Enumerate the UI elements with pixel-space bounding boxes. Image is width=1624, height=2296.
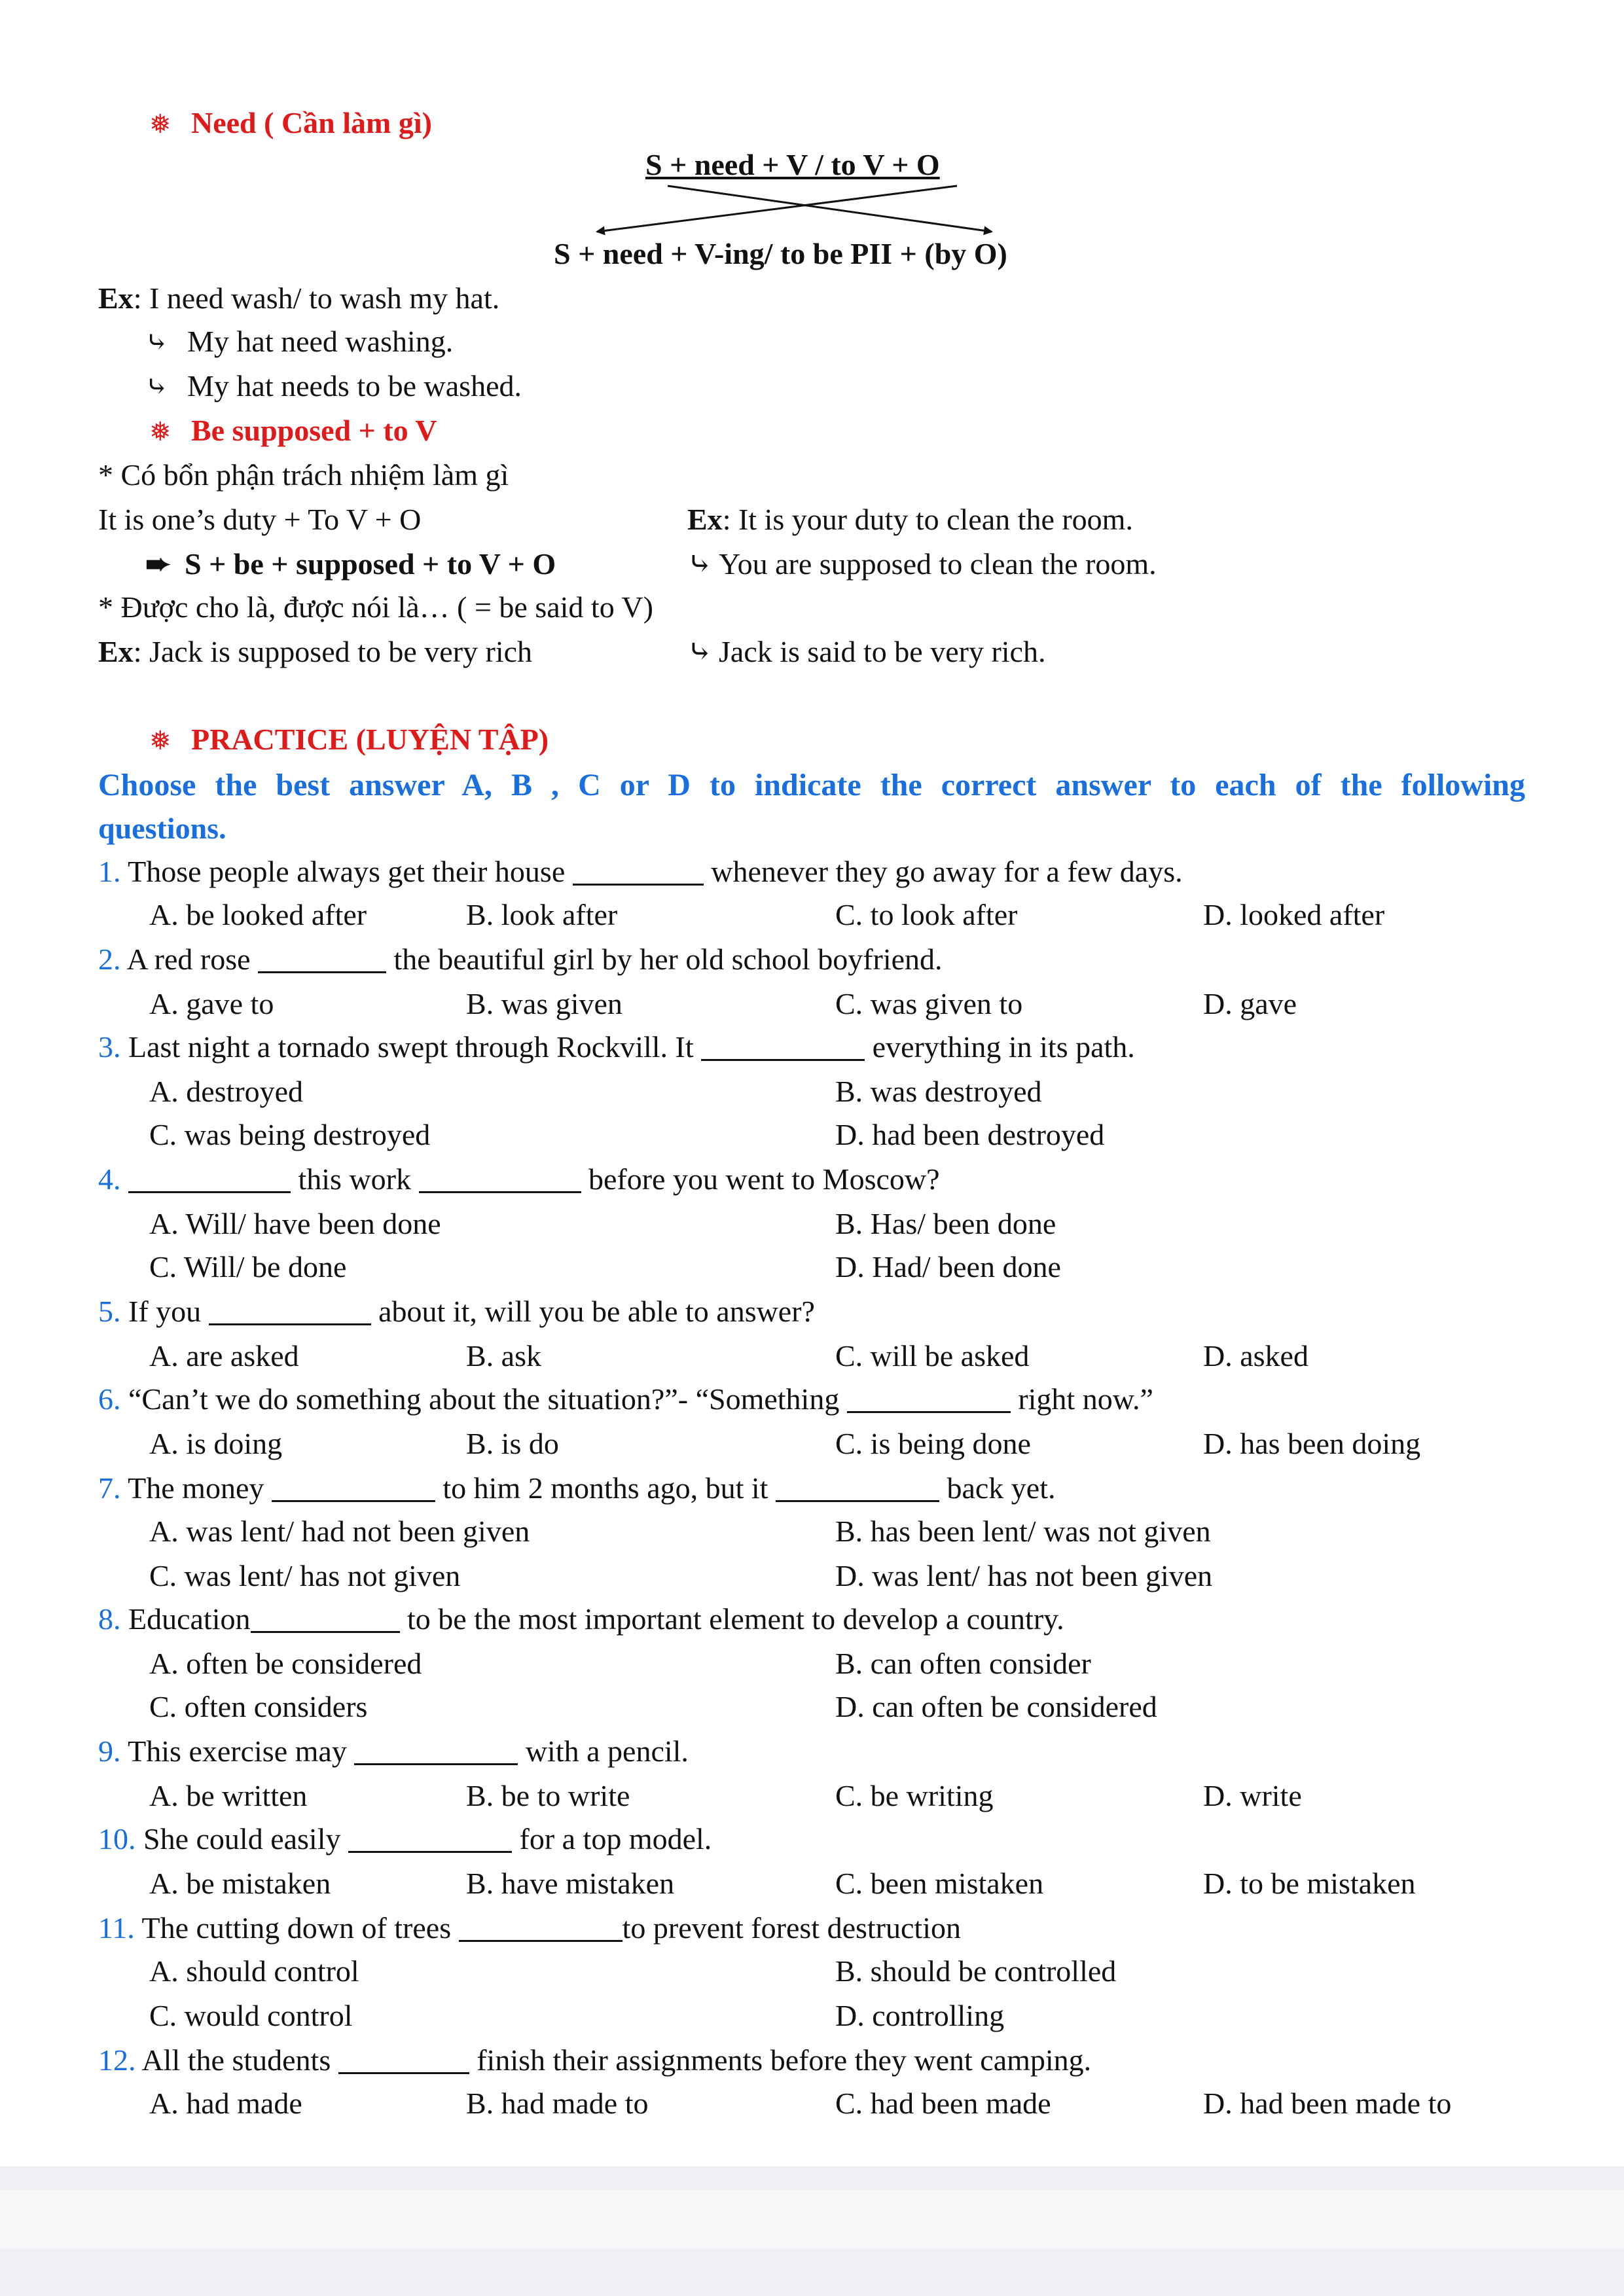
answer-blank[interactable] [701,1033,865,1061]
option-a[interactable]: A. be looked after [149,898,367,931]
option-c[interactable]: C. had been made [835,2087,1051,2120]
option-b[interactable]: B. have mistaken [466,1867,675,1900]
answer-blank[interactable] [847,1385,1011,1413]
option-b[interactable]: B. is do [466,1427,559,1460]
hook-arrow-icon: ⤷ [687,547,713,581]
page-footer-background [0,2166,1624,2296]
question-11: 11. The cutting down of trees to prevent forest destruction [98,1911,961,1945]
option-d[interactable]: D. has been doing [1203,1427,1421,1460]
need-formula-bottom: S + need + V-ing/ to be PII + (by O) [554,237,1007,270]
question-1: 1. Those people always get their house whenever they go away for a few days. [98,855,1183,888]
option-d[interactable]: D. was lent/ has not been given [835,1559,1213,1592]
option-d[interactable]: D. to be mistaken [1203,1867,1416,1900]
option-a[interactable]: A. gave to [149,987,274,1020]
option-a[interactable]: A. be mistaken [149,1867,331,1900]
option-c[interactable]: C. been mistaken [835,1867,1044,1900]
answer-blank[interactable] [258,945,386,973]
option-b[interactable]: B. should be controlled [835,1954,1117,1988]
answer-blank[interactable] [209,1297,371,1325]
option-d[interactable]: D. looked after [1203,898,1385,931]
answer-blank[interactable] [272,1474,435,1502]
bold-right-arrow-icon: ➨ [145,547,171,581]
answer-blank[interactable] [419,1165,581,1193]
practice-instruction: Choose the best answer A, B , C or D to indicate the correct answer to each of the following [98,768,1525,802]
option-c[interactable]: C. will be asked [835,1339,1030,1372]
question-9: 9. This exercise may with a pencil. [98,1734,689,1768]
option-a[interactable]: A. often be considered [149,1647,422,1680]
option-d[interactable]: D. had been made to [1203,2087,1452,2120]
option-b[interactable]: B. was given [466,987,623,1020]
option-d[interactable]: D. had been destroyed [835,1118,1105,1151]
hook-arrow-icon: ⤷ [145,372,169,403]
question-10: 10. She could easily for a top model. [98,1822,712,1856]
need-example: Ex: I need wash/ to wash my hat. [98,281,500,315]
option-b[interactable]: B. has been lent/ was not given [835,1515,1211,1548]
option-d[interactable]: D. gave [1203,987,1297,1020]
option-a[interactable]: A. was lent/ had not been given [149,1515,530,1548]
option-d[interactable]: D. controlling [835,1999,1005,2032]
hook-arrow-icon: ⤷ [687,635,713,668]
answer-blank[interactable] [573,857,704,886]
option-d[interactable]: D. Had/ been done [835,1250,1061,1283]
question-8: 8. Education to be the most important element to develop a country. [98,1602,1064,1636]
footer-strip [0,2190,1624,2249]
said-example: Ex: Jack is supposed to be very rich [98,635,533,668]
supposed-heading: ❅ Be supposed + to V [149,412,437,450]
option-d[interactable]: D. write [1203,1779,1302,1812]
option-c[interactable]: C. was lent/ has not given [149,1559,461,1592]
snowflake-bullet-icon: ❅ [149,109,171,139]
option-d[interactable]: D. can often be considered [835,1690,1157,1723]
option-d[interactable]: D. asked [1203,1339,1308,1372]
option-b[interactable]: B. ask [466,1339,541,1372]
supposed-example: ⤷ You are supposed to clean the room. [687,546,1157,583]
option-b[interactable]: B. had made to [466,2087,649,2120]
arrow-left-down [597,186,957,232]
answer-blank[interactable] [354,1737,518,1765]
answer-blank[interactable] [776,1474,939,1502]
hook-arrow-icon: ⤷ [145,328,169,358]
option-b[interactable]: B. Has/ been done [835,1207,1056,1240]
option-a[interactable]: A. are asked [149,1339,299,1372]
supposed-meaning-1: * Có bổn phận trách nhiệm làm gì [98,458,509,492]
snowflake-bullet-icon: ❅ [149,726,171,755]
need-heading: ❅ Need ( Cần làm gì) [149,105,432,143]
option-b[interactable]: B. was destroyed [835,1075,1042,1108]
need-result-1: ⤷ My hat need washing. [145,323,453,361]
question-12: 12. All the students finish their assignments before they went camping. [98,2043,1092,2077]
option-a[interactable]: A. destroyed [149,1075,304,1108]
option-c[interactable]: C. was being destroyed [149,1118,431,1151]
question-5: 5. If you about it, will you be able to answer? [98,1295,815,1328]
option-a[interactable]: A. should control [149,1954,359,1988]
option-a[interactable]: A. had made [149,2087,302,2120]
option-a[interactable]: A. Will/ have been done [149,1207,441,1240]
practice-heading: ❅ PRACTICE (LUYỆN TẬP) [149,721,549,759]
question-6: 6. “Can’t we do something about the situation?”- “Something right now.” [98,1382,1153,1416]
question-4: 4. this work before you went to Moscow? [98,1162,940,1196]
snowflake-bullet-icon: ❅ [149,417,171,446]
arrow-right-down [668,186,992,232]
question-3: 3. Last night a tornado swept through Rockvill. It everything in its path. [98,1030,1135,1064]
option-b[interactable]: B. be to write [466,1779,630,1812]
option-a[interactable]: A. is doing [149,1427,283,1460]
answer-blank[interactable] [251,1605,400,1633]
option-c[interactable]: C. often considers [149,1690,368,1723]
option-c[interactable]: C. is being done [835,1427,1031,1460]
duty-example: Ex: It is your duty to clean the room. [687,503,1133,536]
option-c[interactable]: C. was given to [835,987,1023,1020]
question-7: 7. The money to him 2 months ago, but it back yet. [98,1471,1056,1505]
option-c[interactable]: C. to look after [835,898,1018,931]
supposed-meaning-2: * Được cho là, được nói là… ( = be said to V) [98,590,653,624]
need-formula-top: S + need + V / to V + O [645,148,940,181]
said-result: ⤷ Jack is said to be very rich. [687,634,1045,670]
practice-instruction-cont: questions. [98,812,226,845]
question-2: 2. A red rose the beautiful girl by her old school boyfriend. [98,942,943,976]
option-c[interactable]: C. would control [149,1999,353,2032]
supposed-formula: ➨ S + be + supposed + to V + O [145,546,556,583]
answer-blank[interactable] [348,1825,512,1853]
option-c[interactable]: C. Will/ be done [149,1250,347,1283]
option-b[interactable]: B. can often consider [835,1647,1091,1680]
option-c[interactable]: C. be writing [835,1779,994,1812]
option-b[interactable]: B. look after [466,898,618,931]
option-a[interactable]: A. be written [149,1779,308,1812]
need-result-2: ⤷ My hat needs to be washed. [145,368,522,406]
answer-blank[interactable] [459,1914,623,1942]
answer-blank[interactable] [338,2046,469,2074]
answer-blank[interactable] [128,1165,291,1193]
duty-formula: It is one’s duty + To V + O [98,503,422,536]
